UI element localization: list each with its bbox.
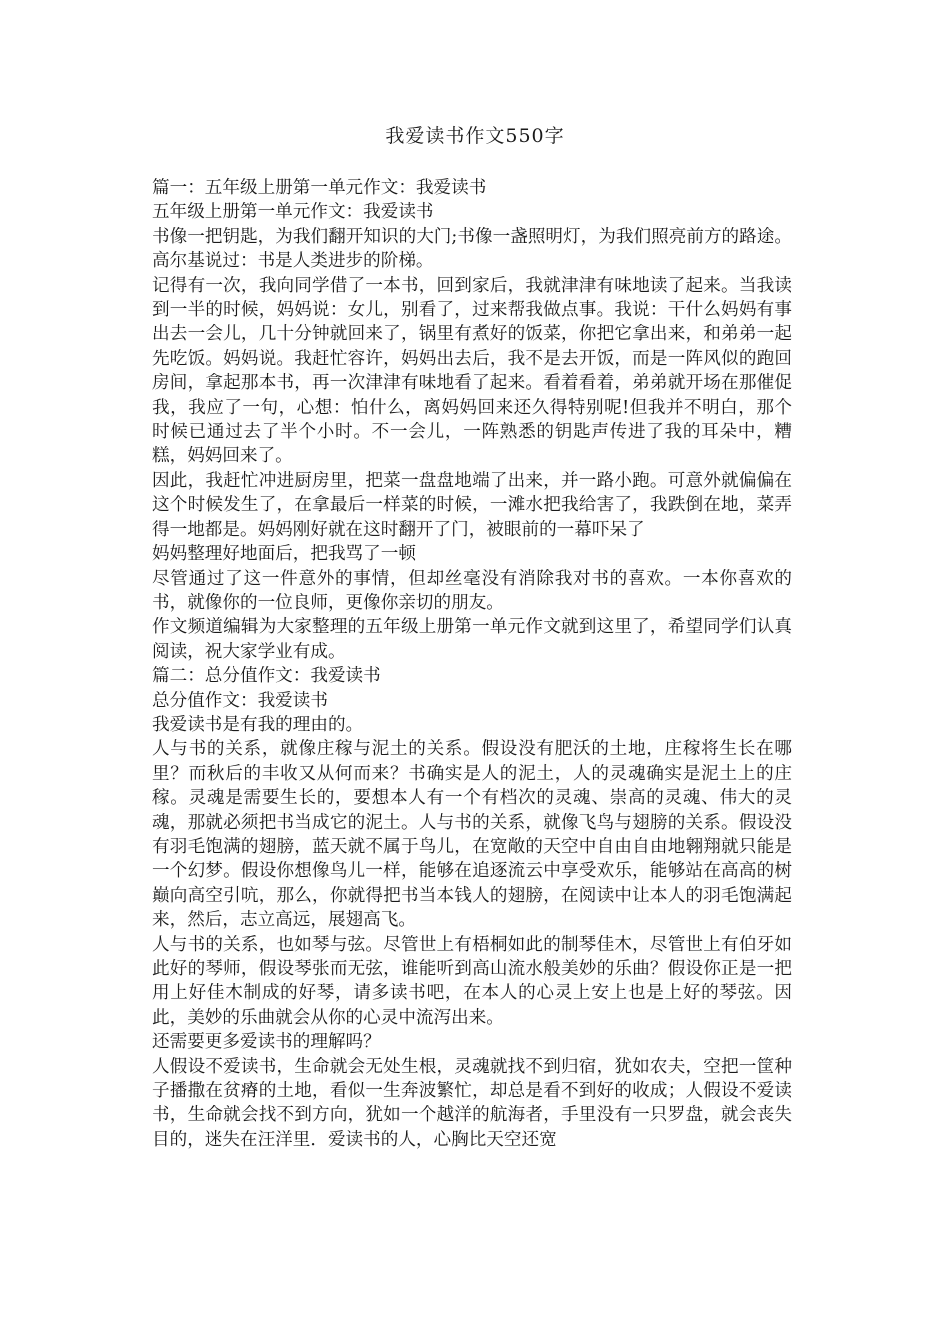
- paragraph: 人与书的关系，也如琴与弦。尽管世上有梧桐如此的制琴佳木，尽管世上有伯牙如此好的琴师，假设琴张而无弦，谁能听到高山流水般美妙的乐曲？假设你正是一把用上好佳木制成的好琴，请多读书吧，在本人的心灵上安上也是上好的琴弦。因此，美妙的乐曲就会从你的心灵中流泻出来。: [152, 934, 792, 1028]
- heading-part-one: 篇一：五年级上册第一单元作文：我爱读书: [152, 178, 487, 198]
- paragraph: 书像一把钥匙，为我们翻开知识的大门;书像一盏照明灯，为我们照亮前方的路途。高尔基说过：书是人类进步的阶梯。: [152, 226, 792, 272]
- paragraph: 因此，我赶忙冲进厨房里，把菜一盘盘地端了出来，并一路小跑。可意外就偏偏在这个时候发生了，在拿最后一样菜的时候，一滩水把我给害了，我跌倒在地，菜弄得一地都是。妈妈刚好就在这时翻开了门，被眼前的一幕吓呆了: [152, 470, 792, 540]
- document-title: 我爱读书作文550字: [385, 125, 565, 147]
- paragraph: 还需要更多爱读书的理解吗？: [152, 1032, 381, 1053]
- paragraph: 人假设不爱读书，生命就会无处生根，灵魂就找不到归宿，犹如农夫，空把一筐种子播撒在贫瘠的土地，看似一生奔波繁忙，却总是看不到好的收成；人假设不爱读书，生命就会找不到方向，犹如一个越洋的航海者，手里没有一只罗盘，就会丧失目的，迷失在汪洋里．爱读书的人，心胸比天空还宽: [152, 1056, 792, 1150]
- paragraph: 人与书的关系，就像庄稼与泥土的关系。假设没有肥沃的土地，庄稼将生长在哪里？而秋后的丰收又从何而来？书确实是人的泥土，人的灵魂确实是泥土上的庄稼。灵魂是需要生长的，要想本人有一个有档次的灵魂、崇高的灵魂、伟大的灵魂，那就必须把书当成它的泥土。人与书的关系，就像飞鸟与翅膀的关系。假设没有羽毛饱满的翅膀，蓝天就不属于鸟儿，在宽敞的天空中自由自由地翱翔就只能是一个幻梦。假设你想像鸟儿一样，能够在追逐流云中享受欢乐，能够站在高高的树巅向高空引吭，那么，你就得把书当本钱人的翅膀，在阅读中让本人的羽毛饱满起来，然后，志立高远，展翅高飞。: [152, 739, 792, 931]
- paragraph: 作文频道编辑为大家整理的五年级上册第一单元作文就到这里了，希望同学们认真阅读，祝大家学业有成。: [152, 617, 792, 662]
- heading-part-two: 篇二：总分值作文：我爱读书: [152, 666, 381, 687]
- paragraph: 我爱读书是有我的理由的。: [152, 714, 364, 735]
- document-body: [152, 176, 792, 1152]
- subheading-part-one: 五年级上册第一单元作文：我爱读书: [152, 202, 434, 223]
- paragraph: 记得有一次，我向同学借了一本书，回到家后，我就津津有味地读了起来。当我读到一半的时候，妈妈说：女儿，别看了，过来帮我做点事。我说：干什么妈妈有事出去一会儿，几十分钟就回来了，锅里有煮好的饭菜，你把它拿出来，和弟弟一起先吃饭。妈妈说。我赶忙容许，妈妈出去后，我不是去开饭，而是一阵风似的跑回房间，拿起那本书，再一次津津有味地看了起来。看着看着，弟弟就开场在那催促我，我应了一句，心想：怕什么，离妈妈回来还久得特别呢!但我并不明白，那个时候已通过去了半个小时。不一会儿，一阵熟悉的钥匙声传进了我的耳朵中，糟糕，妈妈回来了。: [152, 275, 792, 467]
- paragraph: 妈妈整理好地面后，把我骂了一顿: [152, 544, 416, 565]
- subheading-part-two: 总分值作文：我爱读书: [152, 690, 328, 711]
- paragraph: 尽管通过了这一件意外的事情，但却丝毫没有消除我对书的喜欢。一本你喜欢的书，就像你的一位良师，更像你亲切的朋友。: [152, 568, 792, 613]
